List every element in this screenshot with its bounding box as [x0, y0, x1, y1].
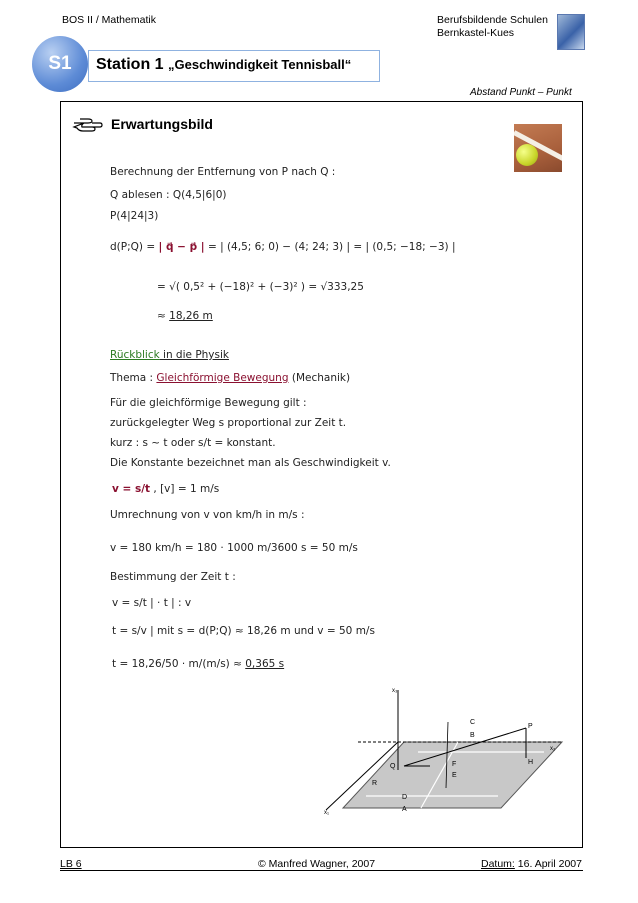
court-diagram — [318, 680, 568, 830]
label-B: B — [470, 732, 475, 739]
school-name — [437, 14, 548, 40]
hw-line-8 — [110, 372, 350, 384]
label-R: R — [372, 780, 378, 787]
review-heading: Rückblick — [110, 349, 160, 361]
subheader: Abstand Punkt – Punkt — [470, 87, 572, 98]
hw-line-19 — [112, 658, 284, 670]
distance-result: 18,26 m — [169, 310, 213, 322]
footer-page-id: LB 6 — [60, 858, 82, 870]
footer-date-label: Datum: — [481, 858, 515, 870]
footer-rule — [60, 870, 583, 871]
label-A: A — [402, 806, 407, 813]
hw-line-10: zurückgelegter Weg s proportional zur Zeit t. — [110, 417, 347, 429]
section-title: Erwartungsbild — [111, 116, 213, 132]
hw-line-2: Q ablesen : Q(4,5|6|0) — [110, 189, 227, 201]
hw-line-7 — [110, 349, 229, 361]
topic-label: Thema : — [110, 372, 154, 384]
school-line-1: Berufsbildende Schulen — [437, 14, 548, 26]
station-topic: „Geschwindigkeit Tennisball“ — [168, 57, 352, 72]
vector-difference: | q⃗ − p⃗ | — [158, 241, 205, 253]
tennis-ball — [516, 144, 538, 166]
station-label: Station 1 — [96, 56, 164, 73]
approx-sign: ≈ — [157, 310, 166, 322]
hw-line-6 — [157, 310, 213, 322]
velocity-unit: , [v] = 1 m/s — [153, 483, 220, 495]
station-badge: S1 — [32, 36, 88, 92]
hw-line-9: Für die gleichförmige Bewegung gilt : — [110, 397, 307, 409]
topic-value: Gleichförmige Bewegung — [156, 372, 289, 384]
hw-line-16: Bestimmung der Zeit t : — [110, 571, 236, 583]
hw-line-18: t = s/v | mit s = d(P;Q) ≈ 18,26 m und v = 50 m/s — [112, 625, 375, 637]
topic-note: (Mechanik) — [291, 372, 351, 384]
hw-line-17: v = s/t | · t | : v — [112, 597, 192, 609]
label-C: C — [470, 719, 476, 726]
hw-line-1: Berechnung der Entfernung von P nach Q : — [110, 166, 336, 178]
hw-line-4 — [110, 241, 455, 253]
hw-line-12: Die Konstante bezeichnet man als Geschwindigkeit v. — [110, 457, 391, 469]
label-P: P — [528, 723, 533, 730]
label-Q: Q — [390, 763, 396, 770]
pointing-hand-icon — [72, 114, 104, 136]
hw-line-3: P(4|24|3) — [110, 210, 159, 222]
label-H: H — [528, 759, 534, 766]
hw-line-15: v = 180 km/h = 180 · 1000 m/3600 s = 50 m/s — [110, 542, 358, 554]
tennis-ball-photo — [514, 124, 562, 172]
page-title — [96, 56, 351, 74]
time-computation: t = 18,26/50 · m/(m/s) ≈ — [112, 658, 242, 670]
label-x1: x₁ — [324, 810, 330, 816]
label-E: E — [452, 772, 457, 779]
label-F: F — [452, 761, 457, 768]
footer-date-value: 16. April 2007 — [514, 858, 582, 870]
school-logo — [557, 14, 585, 50]
time-result: 0,365 s — [245, 658, 285, 670]
hw-line-13 — [112, 483, 219, 495]
hw-line-14: Umrechnung von v von km/h in m/s : — [110, 509, 305, 521]
distance-label: d(P;Q) = — [110, 241, 156, 253]
school-line-2: Bernkastel-Kues — [437, 27, 515, 39]
hw-line-11: kurz : s ~ t oder s/t = konstant. — [110, 437, 276, 449]
footer-copyright: © Manfred Wagner, 2007 — [258, 858, 376, 870]
label-x3: x₃ — [392, 688, 398, 694]
vector-computation: = | (4,5; 6; 0) − (4; 24; 3) | = | (0,5; −18; −3) | — [207, 241, 456, 253]
hw-line-5: = √( 0,5² + (−18)² + (−3)² ) = √333,25 — [157, 281, 364, 293]
label-D: D — [402, 794, 408, 801]
review-heading-rest: in die Physik — [159, 349, 229, 361]
velocity-formula: v = s/t — [112, 483, 151, 495]
subject-label: BOS II / Mathematik — [62, 14, 156, 26]
label-x2: x₂ — [550, 746, 556, 752]
footer-date — [481, 858, 582, 870]
